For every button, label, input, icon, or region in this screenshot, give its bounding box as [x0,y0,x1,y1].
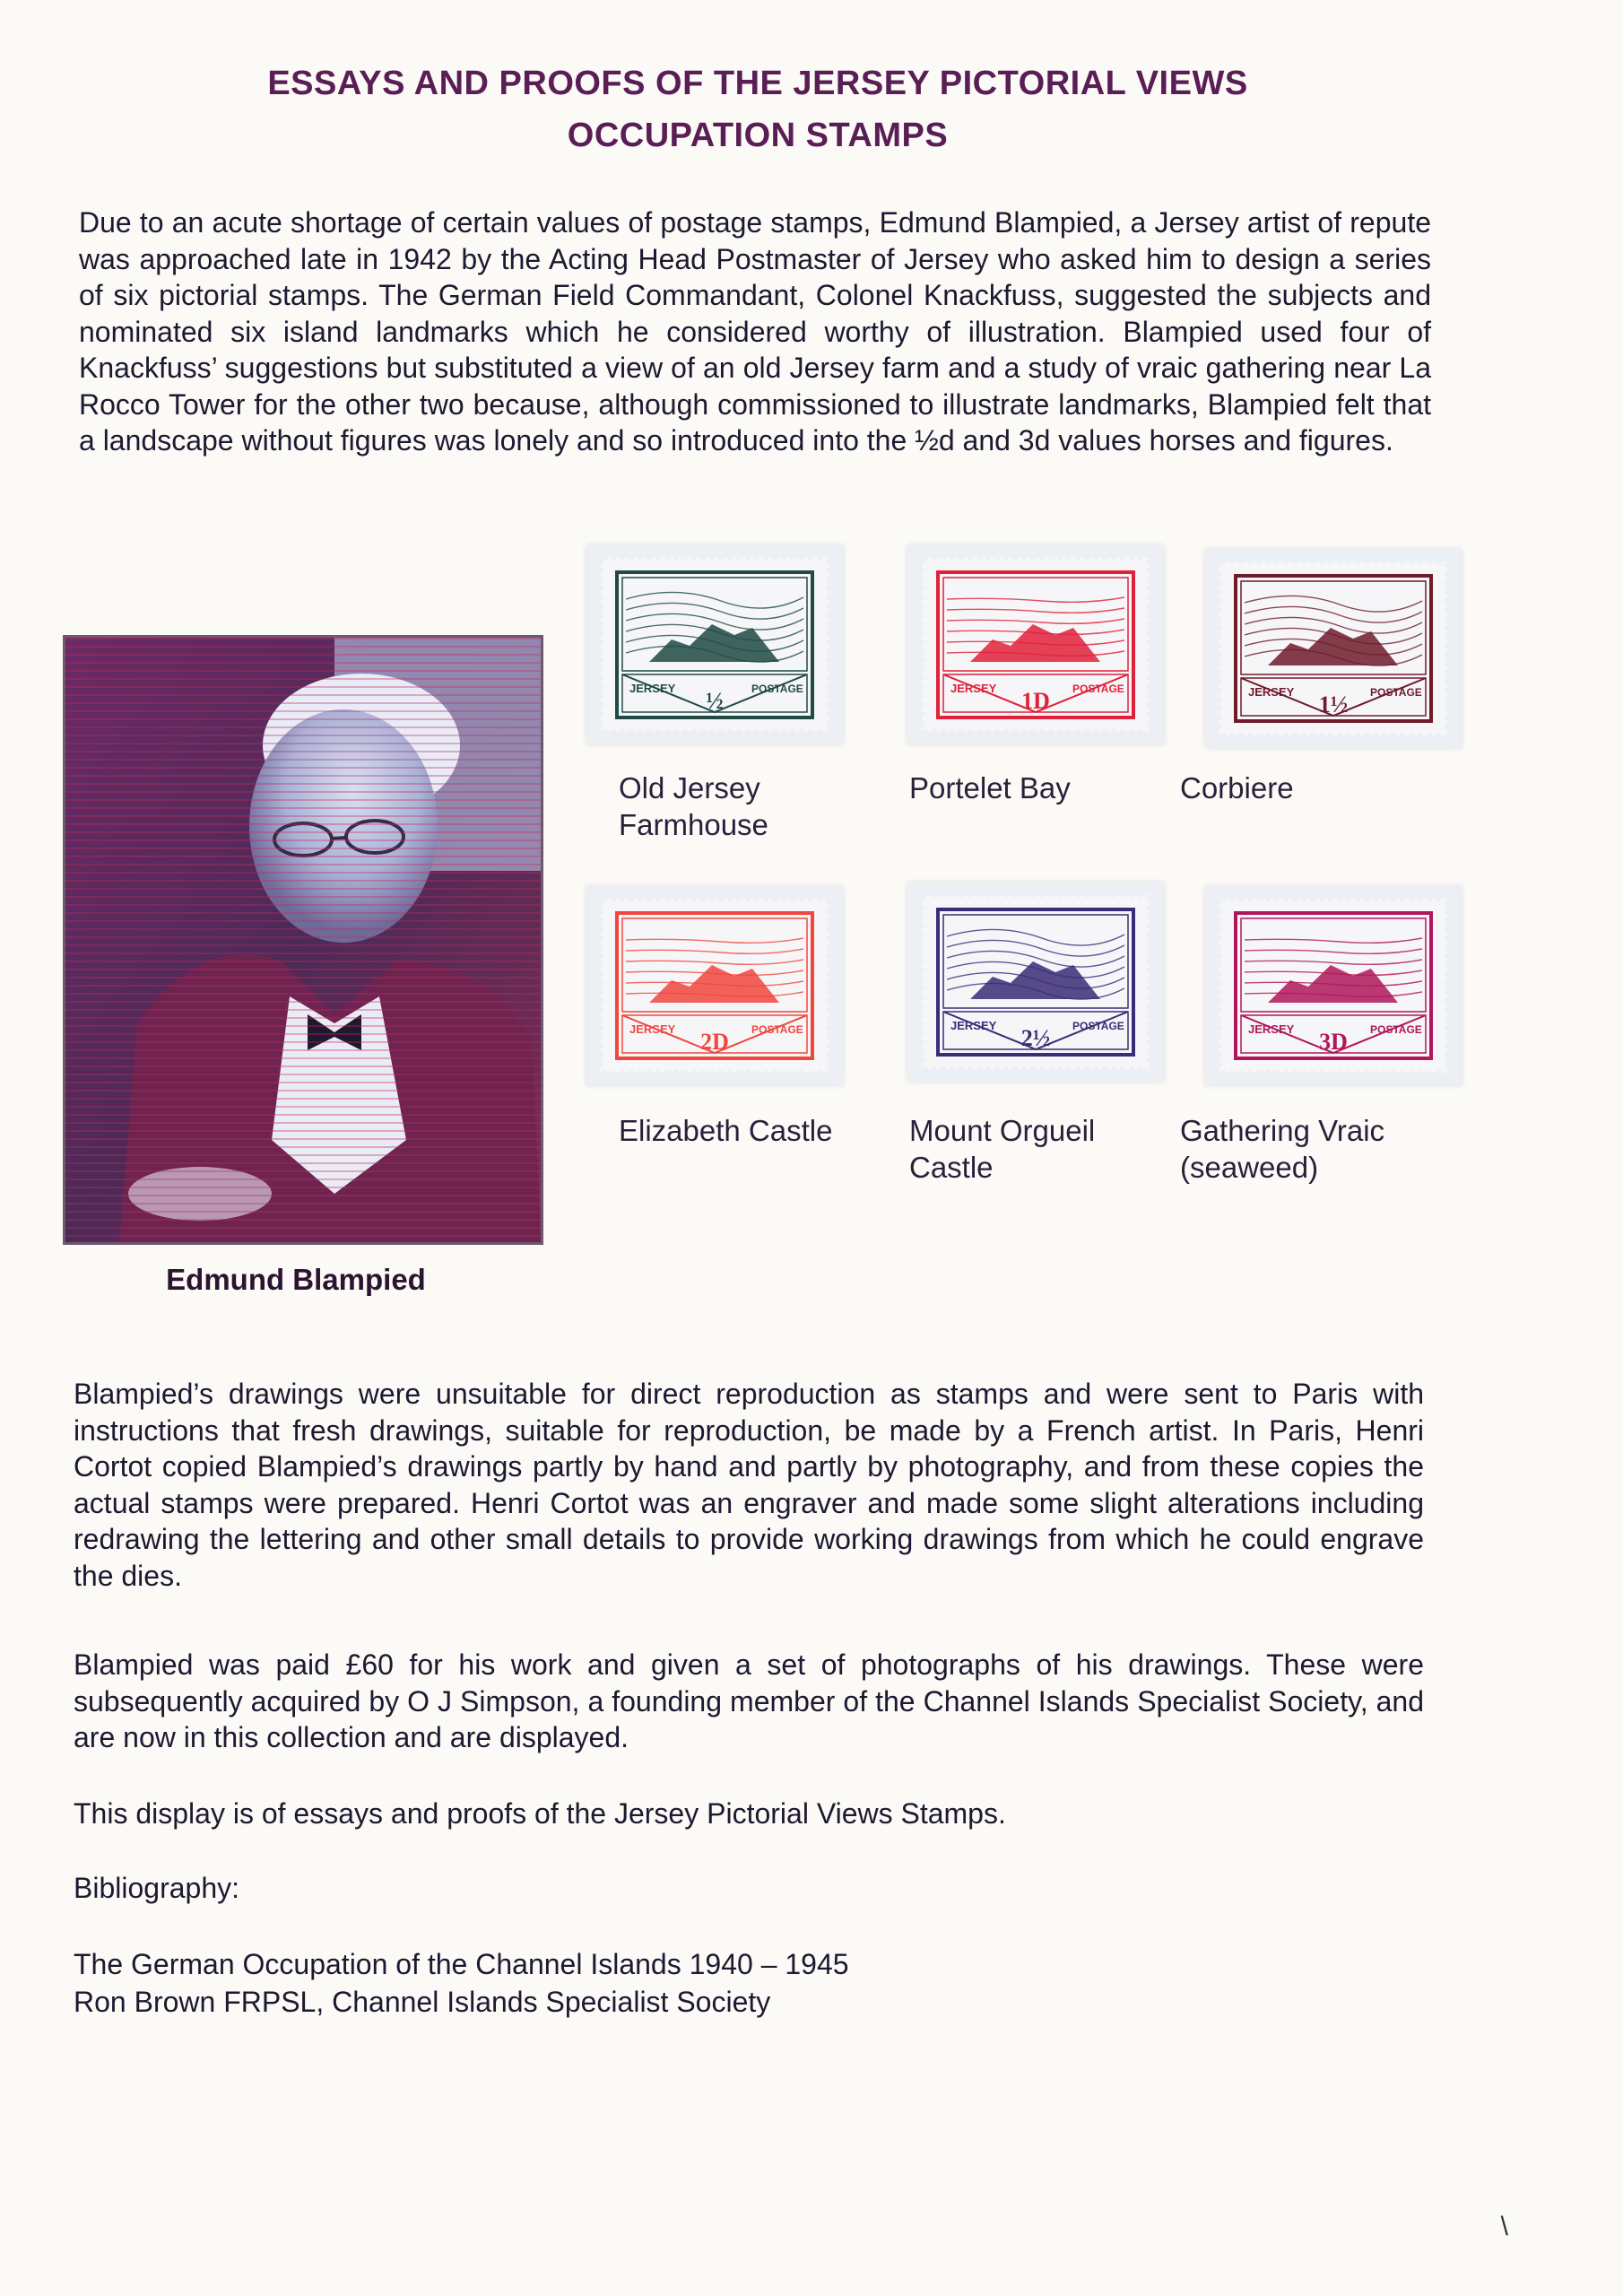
stamp-1 [586,545,843,744]
stamp-value: ½ [706,688,724,714]
paragraph-display: This display is of essays and proofs of the Jersey Pictorial Views Stamps. [74,1797,1006,1830]
stamp-caption [1180,1112,1384,1186]
page-mark: \ [1500,2212,1508,2241]
stamp-value: 2½ [1020,1025,1051,1051]
stamp-country-label: JERSEY [950,1019,997,1032]
stamp-6 [1205,886,1462,1085]
stamp-country-label: JERSEY [950,682,997,695]
stamp-2 [907,545,1164,744]
stamp-postage-label: POSTAGE [1370,686,1422,699]
stamp-postage-label: POSTAGE [1370,1023,1422,1036]
stamp-postage-label: POSTAGE [1072,683,1124,695]
stamp-caption-line-1: Gathering Vraic [1180,1114,1385,1147]
portrait-caption: Edmund Blampied [166,1263,426,1296]
page-title-line-2: OCCUPATION STAMPS [567,117,949,154]
portrait-photo [63,635,543,1245]
stamp-caption [619,770,768,843]
stamp-caption [1180,770,1294,806]
page-title-line-1: ESSAYS AND PROOFS OF THE JERSEY PICTORIAL VIEWS [267,65,1248,102]
paragraph-payment: Blampied was paid £60 for his work and given a set of photographs of his drawings. These were subsequently acquired by O J Simpson, a founding member of the Channel Islands Specialist Society, and are now in this collection and are displayed. [74,1648,1424,1753]
stamp-value: 3D [1319,1029,1348,1055]
bibliography-heading: Bibliography: [74,1872,239,1904]
stamp-caption-line-1: Corbiere [1180,771,1294,804]
stamp-caption-line-1: Elizabeth Castle [619,1114,833,1147]
intro-paragraph: Due to an acute shortage of certain values of postage stamps, Edmund Blampied, a Jersey artist of repute was approached late in 1942 by the Acting Head Postmaster of Jersey who asked him to design a series of six pictorial stamps. The German Field Commandant, Colonel Knackfuss, suggested the subjects and nominated six island landmarks which he considered worthy of illustration. Blampied used four of Knackfuss’ suggestions but substituted a view of an old Jersey farm and a study of vraic gathering near La Rocco Tower for the other two because, although commissioned to illustrate landmarks, Blampied felt that a landscape without figures was lonely and so introduced into the ½d and 3d values horses and figures. [79,206,1431,457]
stamp-country-label: JERSEY [629,1022,676,1036]
stamp-caption-line-2: Farmhouse [619,808,768,841]
paragraph-cortot: Blampied’s drawings were unsuitable for direct reproduction as stamps and were sent to Paris with instructions that fresh drawings, suitable for reproduction, be made by a French artist. In Paris, Henri Cortot copied Blampied’s drawings partly by hand and partly by photography, and from these copies the actual stamps were prepared. Henri Cortot was an engraver and made some slight alterations including redrawing the lettering and other small details to provide working drawings from which he could engrave the dies. [74,1378,1424,1592]
stamp-value: 1D [1021,688,1050,714]
stamp-caption-line-2: (seaweed) [1180,1151,1319,1184]
stamp-value: 2D [700,1029,729,1055]
stamp-caption-line-2: Castle [909,1151,994,1184]
stamp-value: 1½ [1318,691,1349,718]
stamp-postage-label: POSTAGE [1072,1020,1124,1032]
stamp-caption-line-1: Mount Orgueil [909,1114,1096,1147]
stamp-postage-label: POSTAGE [751,1023,803,1036]
stamp-caption [909,770,1071,806]
stamp-country-label: JERSEY [1248,1022,1295,1036]
stamp-caption [909,1112,1095,1186]
stamp-caption-line-1: Old Jersey [619,771,760,804]
stamp-country-label: JERSEY [1248,685,1295,699]
stamp-country-label: JERSEY [629,682,676,695]
stamp-postage-label: POSTAGE [751,683,803,695]
stamp-4 [586,886,843,1085]
stamp-caption-line-1: Portelet Bay [909,771,1071,804]
bibliography-entry-author: Ron Brown FRPSL, Channel Islands Specialist Society [74,1986,771,2018]
stamp-3 [1205,549,1462,748]
stamp-caption [619,1112,832,1149]
bibliography-entry-title: The German Occupation of the Channel Islands 1940 – 1945 [74,1948,849,1980]
stamp-5 [907,883,1164,1082]
